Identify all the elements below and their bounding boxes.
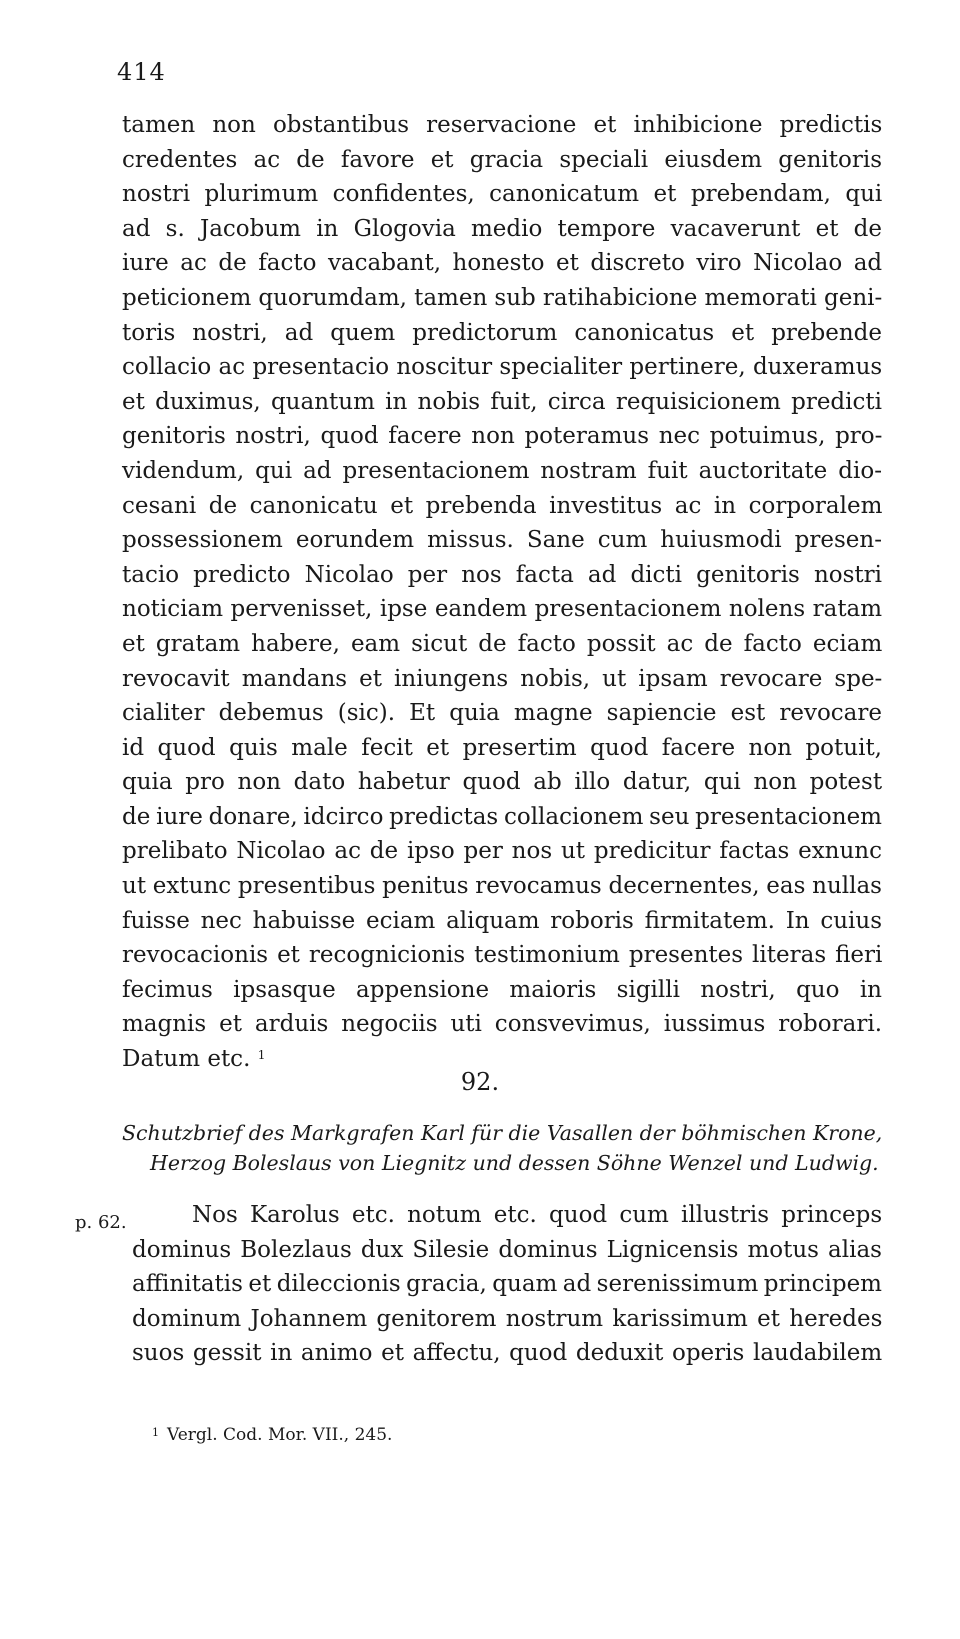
doc-line: dominus Bolezlaus dux Silesie dominus Lignicensis motus alias xyxy=(132,1236,882,1263)
body-line: cesani de canonicatu et prebenda investitus ac in corporalem xyxy=(122,492,883,519)
body-text xyxy=(122,108,882,1077)
page-number: 414 xyxy=(117,58,166,86)
body-line: revocavit mandans et iniungens nobis, ut ipsam revocare spe- xyxy=(122,665,883,692)
body-line: de iure donare, idcirco predictas collacionem seu presentacionem xyxy=(122,803,882,830)
doc-line: affinitatis et dileccionis gracia, quam ad serenissimum principem xyxy=(132,1271,882,1298)
body-line: peticionem quorumdam, tamen sub ratihabicione memorati geni- xyxy=(122,284,883,311)
body-line: genitoris nostri, quod facere non poteramus nec potuimus, pro- xyxy=(122,423,883,450)
body-line: tacio predicto Nicolao per nos facta ad dicti genitoris nostri xyxy=(122,561,882,588)
doc-line: Nos Karolus etc. notum etc. quod cum illustris princeps xyxy=(192,1202,883,1228)
body-line: ut extunc presentibus penitus revocamus decernentes, eas nullas xyxy=(122,873,882,900)
body-line: iure ac de facto vacabant, honesto et discreto viro Nicolao ad xyxy=(122,250,883,277)
margin-note: p. 62. xyxy=(75,1212,127,1233)
footnote xyxy=(152,1425,392,1445)
document-text xyxy=(132,1198,882,1371)
body-line: et duximus, quantum in nobis fuit, circa requisicionem predicti xyxy=(122,388,882,415)
footnote-mark: 1 xyxy=(152,1426,159,1439)
doc-line: suos gessit in animo et affectu, quod deduxit operis laudabilem xyxy=(132,1340,883,1367)
body-line: ad s. Jacobum in Glogovia medio tempore vacaverunt et de xyxy=(122,215,882,242)
body-line: tamen non obstantibus reservacione et inhibicione predictis xyxy=(122,112,883,138)
body-line: noticiam pervenisset, ipse eandem presentacionem nolens ratam xyxy=(122,596,883,623)
body-line: magnis et arduis negociis uti consvevimus, iussimus roborari. xyxy=(122,1011,882,1038)
body-line: quia pro non dato habetur quod ab illo datur, qui non potest xyxy=(122,769,883,796)
body-line: id quod quis male fecit et presertim quod facere non potuit, xyxy=(122,734,882,761)
footnote-reference: 1 xyxy=(257,1048,266,1063)
body-line: videndum, qui ad presentacionem nostram fuit auctoritate dio- xyxy=(122,457,882,484)
body-line: collacio ac presentacio noscitur specialiter pertinere, duxeramus xyxy=(122,354,883,381)
body-line: revocacionis et recognicionis testimonium presentes literas fieri xyxy=(122,942,883,969)
heading-line: Schutzbrief des Markgrafen Karl für die Vasallen der böhmischen Krone, xyxy=(122,1121,883,1145)
body-line: et gratam habere, eam sicut de facto possit ac de facto eciam xyxy=(122,630,883,657)
document-heading xyxy=(122,1118,882,1178)
body-line: cialiter debemus (sic). Et quia magne sapiencie est revocare xyxy=(122,700,882,727)
datum-text: Datum etc. xyxy=(122,1046,251,1073)
body-line: prelibato Nicolao ac de ipso per nos ut predicitur factas exnunc xyxy=(122,838,882,865)
body-line: toris nostri, ad quem predictorum canonicatus et prebende xyxy=(122,319,882,346)
doc-line: dominum Johannem genitorem nostrum karissimum et heredes xyxy=(132,1305,883,1332)
heading-line: Herzog Boleslaus von Liegnitz und dessen Söhne Wenzel und Ludwig. xyxy=(150,1151,879,1175)
body-line: nostri plurimum confidentes, canonicatum et prebendam, qui xyxy=(122,181,883,208)
footnote-text: Vergl. Cod. Mor. VII., 245. xyxy=(167,1425,393,1445)
body-line: credentes ac de favore et gracia speciali eiusdem genitoris xyxy=(122,146,882,173)
body-line: fecimus ipsasque appensione maioris sigilli nostri, quo in xyxy=(122,976,882,1003)
body-line: fuisse nec habuisse eciam aliquam roboris firmitatem. In cuius xyxy=(122,907,882,934)
document-number: 92. xyxy=(460,1068,500,1096)
body-line: possessionem eorundem missus. Sane cum huiusmodi presen- xyxy=(122,527,882,554)
